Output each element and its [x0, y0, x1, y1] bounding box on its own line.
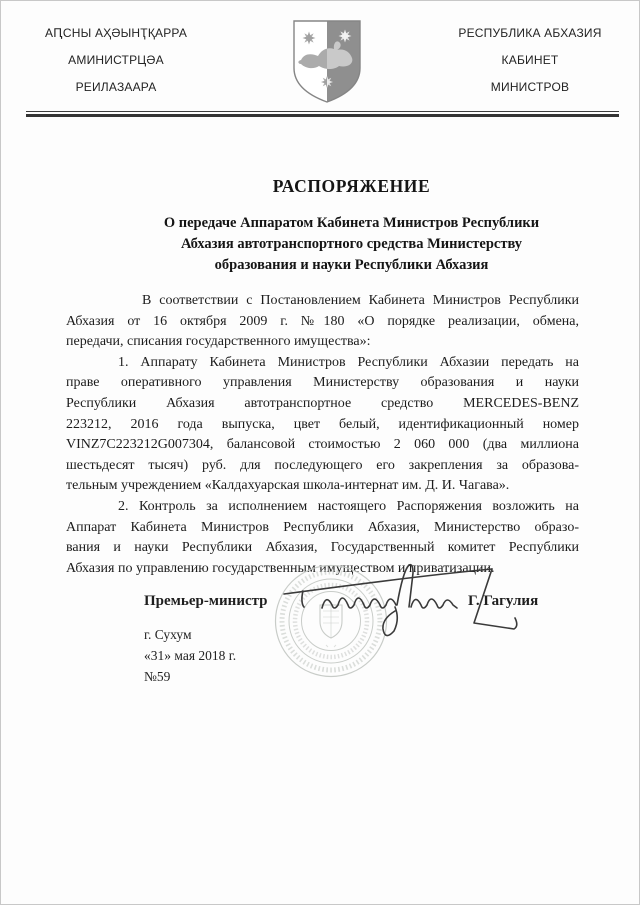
document-subject-line: образования и науки Республики Абхазия [214, 257, 489, 273]
body-text-line: 2. Контроль за исполнением настоящего Распоряжения возложить на [118, 498, 579, 514]
header-russian [439, 27, 621, 108]
document-type-title: РАСПОРЯЖЕНИЕ [272, 176, 431, 196]
org-name-abkhaz-line: РЕИЛАЗААРА [75, 80, 157, 94]
org-name-abkhaz-line: АԤСНЫ АҲӘЫНҬҚАРРА [44, 26, 188, 40]
place-line: г. Сухум [144, 627, 192, 642]
header-divider [26, 111, 619, 117]
body-text-line: шестьдесят тысяч) руб. для последующего его закрепления за образова- [66, 457, 579, 473]
body-text-line: В соответствии с Постановлением Кабинета Министров Республики [142, 293, 579, 308]
body-text-line: тельным учреждением «Калдахуарская школа-интернат им. Д. И. Чагава». [66, 478, 510, 494]
body-text-line: 223212, 2016 года выпуска, цвет белый, идентификационный номер [66, 416, 579, 432]
document-body [66, 291, 579, 579]
body-text-line: передачи, списания государственного имущества»: [66, 334, 371, 350]
body-text-line: Абхазия по управлению государственным имуществом и приватизации. [66, 560, 495, 576]
signer-position: Премьер-министр [144, 593, 268, 609]
org-name-russian-line: КАБИНЕТ [501, 53, 559, 67]
intro-paragraph [66, 291, 579, 353]
document-subject-line: О передаче Аппаратом Кабинета Министров Республики [163, 215, 540, 231]
body-text-line: VINZ7C223212G007304, балансовой стоимостью 2 060 000 (два миллиона [66, 437, 579, 453]
org-name-abkhaz-line: АМИНИСТРЦӘА [68, 53, 164, 67]
document-number: №59 [144, 669, 171, 684]
body-text-line: 1. Аппарату Кабинета Министров Республики Абхазии передать на [118, 354, 579, 370]
clause-1-paragraph [66, 353, 579, 497]
body-text-line: вания и науки Республики Абхазия, Государственный комитет Республики [66, 540, 579, 556]
document-subject-line: Абхазия автотранспортного средства Министерству [180, 236, 523, 252]
body-text-line: Абхазия от 16 октября 2009 г. №180 «О порядке реализации, обмена, [66, 313, 579, 329]
body-text-line: Республики Абхазия автотранспортное средство MERCEDES-BENZ [66, 395, 579, 411]
org-name-russian-line: МИНИСТРОВ [490, 80, 570, 94]
header-abkhaz [25, 27, 207, 108]
document-subject [95, 213, 608, 276]
org-name-russian-line: РЕСПУБЛИКА АБХАЗИЯ [458, 26, 602, 40]
body-text-line: Аппарат Кабинета Министров Республики Абхазия, Министерство образо- [66, 519, 579, 535]
body-text-line: праве оперативного управления Министерству образования и науки [66, 375, 579, 391]
signer-name: Г. Гагулия [468, 593, 539, 609]
coat-of-arms-abkhazia-icon [289, 18, 365, 111]
date-line: «31» мая 2018 г. [144, 648, 237, 663]
